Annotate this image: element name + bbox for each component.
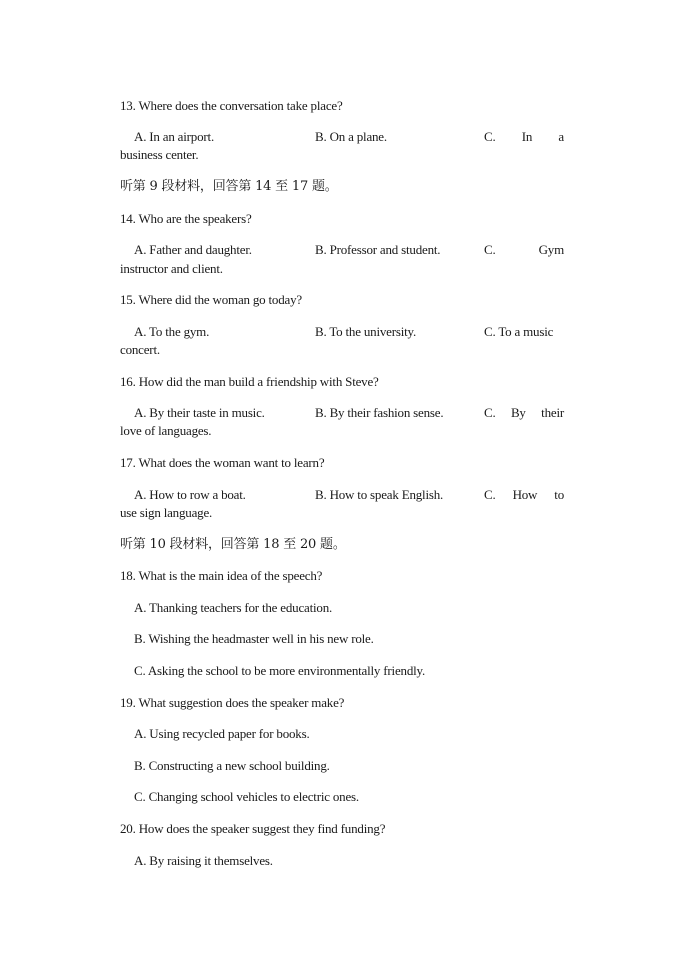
option-c-letter: C. <box>484 487 496 502</box>
question-18-option-a: A. Thanking teachers for the education. <box>134 600 333 615</box>
question-13-option-c-continued: business center. <box>120 147 199 162</box>
option-c-word: to <box>554 487 564 502</box>
question-18-option-c: C. Asking the school to be more environmentally friendly. <box>134 663 426 678</box>
question-19-option-c: C. Changing school vehicles to electric ones. <box>134 789 359 804</box>
option-c-word: a <box>558 129 564 144</box>
question-15-option-b: B. To the university. <box>315 324 417 339</box>
section-9-instruction: 听第 9 段材料，回答第 14 至 17 题。 <box>120 179 338 194</box>
question-13-option-c <box>484 129 564 145</box>
question-17-option-c <box>484 487 564 503</box>
section-10-instruction: 听第 10 段材料，回答第 18 至 20 题。 <box>120 537 346 552</box>
question-15-option-c: C. To a music <box>484 324 554 339</box>
question-14-option-a: A. Father and daughter. <box>134 242 252 257</box>
question-17-stem: 17. What does the woman want to learn? <box>120 455 325 470</box>
option-c-letter: C. <box>484 242 496 257</box>
option-c-letter: C. <box>484 129 496 144</box>
question-13-option-b: B. On a plane. <box>315 129 387 144</box>
option-c-word: In <box>521 129 533 144</box>
question-15-stem: 15. Where did the woman go today? <box>120 292 302 307</box>
question-14-option-c <box>484 242 564 258</box>
question-15-option-a: A. To the gym. <box>134 324 210 339</box>
question-20-option-a: A. By raising it themselves. <box>134 853 273 868</box>
question-17-option-a: A. How to row a boat. <box>134 487 246 502</box>
question-16-stem: 16. How did the man build a friendship with Steve? <box>120 374 379 389</box>
question-17-option-b: B. How to speak English. <box>315 487 444 502</box>
question-19-stem: 19. What suggestion does the speaker make? <box>120 695 345 710</box>
question-16-option-c-continued: love of languages. <box>120 423 212 438</box>
question-18-stem: 18. What is the main idea of the speech? <box>120 568 323 583</box>
option-c-word: By <box>510 405 526 420</box>
question-14-stem: 14. Who are the speakers? <box>120 211 252 226</box>
question-17-option-c-continued: use sign language. <box>120 505 213 520</box>
question-18-option-b: B. Wishing the headmaster well in his new role. <box>134 631 374 646</box>
question-14-option-b: B. Professor and student. <box>315 242 441 257</box>
question-19-option-a: A. Using recycled paper for books. <box>134 726 310 741</box>
option-c-word: How <box>512 487 538 502</box>
question-16-option-b: B. By their fashion sense. <box>315 405 444 420</box>
question-14-option-c-continued: instructor and client. <box>120 261 223 276</box>
question-20-stem: 20. How does the speaker suggest they find funding? <box>120 821 386 836</box>
question-13-stem: 13. Where does the conversation take place? <box>120 98 343 113</box>
question-15-option-c-continued: concert. <box>120 342 160 357</box>
question-16-option-a: A. By their taste in music. <box>134 405 265 420</box>
option-c-letter: C. <box>484 405 496 420</box>
question-19-option-b: B. Constructing a new school building. <box>134 758 330 773</box>
question-13-option-a: A. In an airport. <box>134 129 214 144</box>
option-c-word: Gym <box>538 242 564 257</box>
option-c-word: their <box>541 405 564 420</box>
question-16-option-c <box>484 405 564 421</box>
